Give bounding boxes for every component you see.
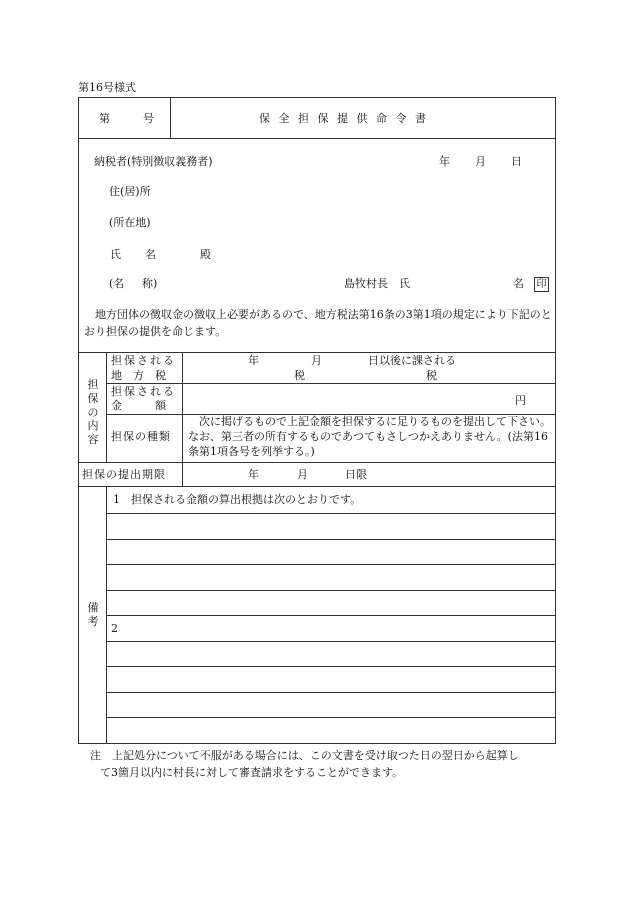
tax-year: 年	[248, 354, 259, 367]
remarks-line	[106, 539, 555, 540]
security-side-label: 担保の内容	[87, 378, 99, 446]
header-divider	[170, 98, 171, 138]
date-day: 日	[511, 155, 522, 168]
security-type-label: 担保の種類	[111, 430, 171, 443]
deadline-label: 担保の提出期限	[82, 468, 166, 481]
deadline-year: 年	[248, 468, 259, 481]
date-month: 月	[475, 155, 486, 168]
remarks-line	[106, 590, 555, 591]
name-label-first: 氏	[110, 248, 121, 261]
corp-name-label-second: 称)	[142, 277, 158, 290]
remarks-line	[106, 513, 555, 514]
remarks-side-label: 備考	[87, 601, 99, 628]
official-seal: 印	[534, 277, 549, 292]
command-body-text: 地方団体の徴収金の徴収上必要があるので、地方税法第16条の3第1項の規定により下記のとおり担保の提供を命じます。	[84, 308, 552, 339]
tax-kind-1: 税	[294, 369, 305, 382]
location-label: (所在地)	[109, 216, 151, 229]
issuer: 島牧村長 氏	[344, 277, 410, 290]
deadline-day: 日限	[345, 468, 367, 481]
remarks-line	[106, 666, 555, 667]
security-label-divider	[182, 352, 183, 486]
name-label-second: 名	[145, 248, 156, 261]
number-prefix: 第	[99, 112, 110, 125]
remarks-item-2: 2	[111, 622, 118, 635]
date-year: 年	[439, 155, 450, 168]
document-title: 保全担保提供命令書	[259, 112, 435, 125]
remarks-line	[106, 717, 555, 718]
tax-after: 日以後に課される	[368, 354, 456, 367]
tax-month: 月	[311, 354, 322, 367]
header-bottom-line	[79, 138, 555, 139]
security-type-text: 次に掲げるもので上記金額を担保するに足りるものを提出して下さい。なお、第三者の所有するものであつてもさしつかえありません。(法第16条第1項各号を列挙する。)	[188, 415, 551, 458]
corp-name-label-first: (名	[109, 277, 125, 290]
remarks-line	[106, 564, 555, 565]
remarks-line	[106, 615, 555, 616]
security-row1-line	[106, 383, 555, 384]
amount-label-line1: 担保される	[111, 385, 176, 398]
tax-kind-2: 税	[426, 369, 437, 382]
amount-label-line2: 金 額	[111, 399, 166, 412]
address-label: 住(居)所	[109, 185, 151, 198]
security-bottom-line	[79, 462, 555, 463]
form-number-label: 第16号様式	[78, 81, 136, 94]
amount-unit: 円	[515, 394, 526, 407]
issuer-name-label: 名	[513, 277, 524, 290]
footnote-line-2: て3箇月以内に村長に対して審査請求をすることができます。	[100, 766, 404, 779]
honorific: 殿	[200, 248, 211, 261]
remarks-item-1: 1 担保される金額の算出根拠は次のとおりです。	[113, 493, 362, 506]
deadline-bottom-line	[79, 486, 555, 487]
remarks-line	[106, 641, 555, 642]
security-side-divider	[106, 352, 107, 462]
footnote-line-1: 注 上記処分について不服がある場合には、この文書を受け取つた日の翌日から起算し	[90, 749, 519, 762]
tax-label-line2: 地 方 税	[111, 369, 166, 382]
security-top-line	[79, 352, 555, 353]
tax-label-line1: 担保される	[111, 354, 176, 367]
remarks-line	[106, 692, 555, 693]
taxpayer-label: 納税者(特別徴収義務者)	[94, 155, 213, 168]
number-suffix: 号	[143, 112, 154, 125]
deadline-month: 月	[297, 468, 308, 481]
